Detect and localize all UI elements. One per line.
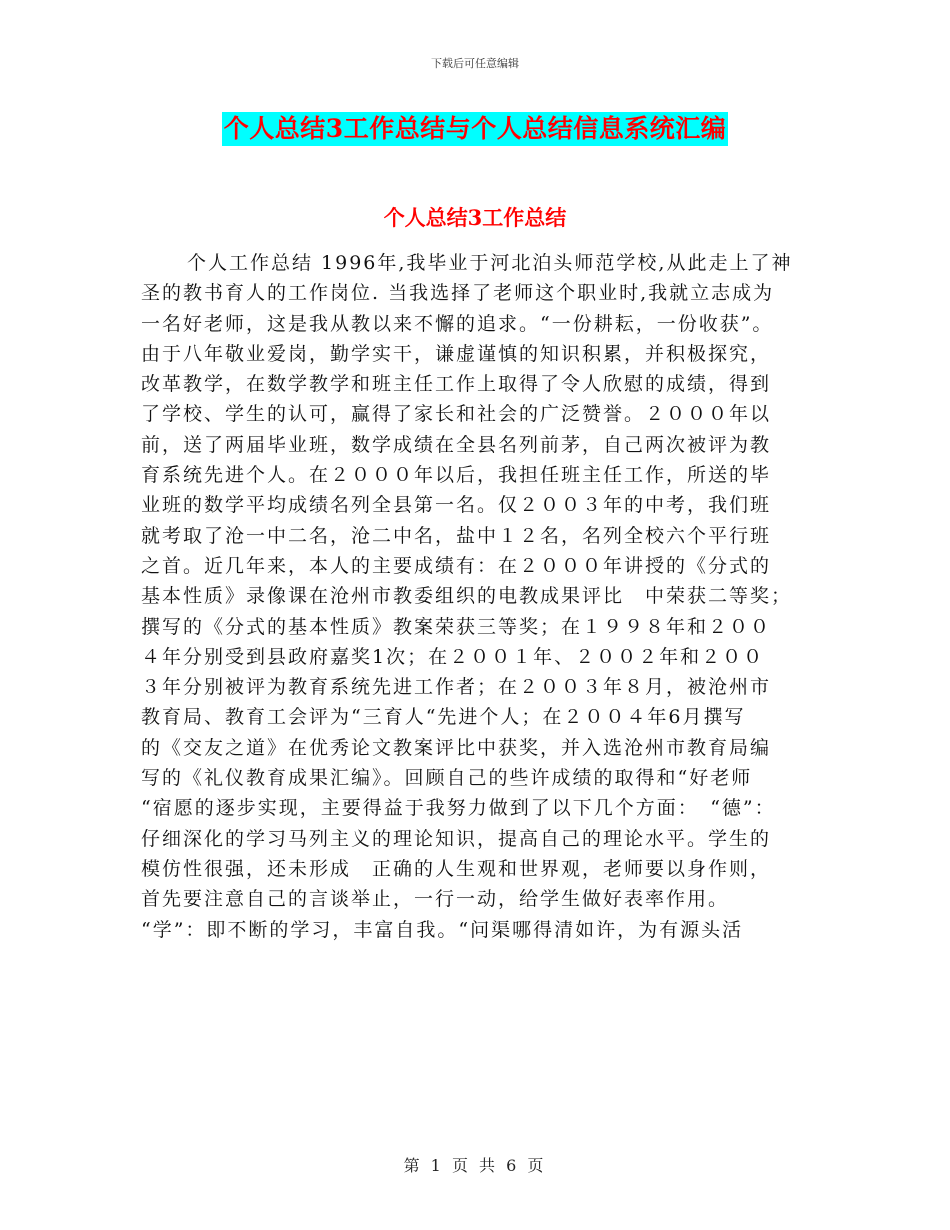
body-line: 前，送了两届毕业班，数学成绩在全县名列前茅，自己两次被评为教 [141,433,772,456]
document-title-container [0,112,950,146]
body-line: 写的《礼仪教育成果汇编》。回顾自己的些许成绩的取得和“好老师 [141,767,753,790]
body-line: 了学校、学生的认可，赢得了家长和社会的广泛赞誉。２０００年以 [141,403,772,426]
body-line: 业班的数学平均成绩名列全县第一名。仅２００３年的中考，我们班 [141,494,772,517]
body-line: 圣的教书育人的工作岗位. 当我选择了老师这个职业时,我就立志成为 [141,282,775,305]
body-line: 教育局、教育工会评为“三育人“先进个人；在２００４年6月撰写 [141,706,746,729]
body-line: 一名好老师，这是我从教以来不懈的追求。“一份耕耘，一份收获”。 [141,312,774,335]
body-line: 模仿性很强，还未形成 正确的人生观和世界观，老师要以身作则， [141,857,772,880]
body-line: ３年分别被评为教育系统先进工作者；在２００３年８月，被沧州市 [141,676,772,699]
page-number-footer: 第 1 页 共 6 页 [403,1156,547,1175]
body-line: 撰写的《分式的基本性质》教案荣获三等奖；在１９９８年和２００ [141,615,772,638]
body-line: 之首。近几年来，本人的主要成绩有：在２０００年讲授的《分式的 [141,554,772,577]
page-header-note: 下载后可任意编辑 [431,57,519,70]
document-title: 个人总结3工作总结与个人总结信息系统汇编 [222,112,728,146]
body-line: ４年分别受到县政府嘉奖1次；在２００１年、２００２年和２００ [141,645,765,668]
body-line: 就考取了沧一中二名，沧二中名，盐中１２名，名列全校六个平行班 [141,524,772,547]
document-body [141,248,821,945]
section-title: 个人总结3工作总结 [383,205,567,230]
body-line: 育系统先进个人。在２０００年以后，我担任班主任工作，所送的毕 [141,464,772,487]
body-line: 个人工作总结 1996年,我毕业于河北泊头师范学校,从此走上了神 [187,252,793,274]
body-line: 首先要注意自己的言谈举止，一行一动，给学生做好表率作用。 [141,888,730,911]
body-line: 由于八年敬业爱岗，勤学实干，谦虚谨慎的知识积累，并积极探究， [141,342,772,365]
body-line: “学”：即不断的学习，丰富自我。“问渠哪得清如许，为有源头活 [141,918,744,941]
body-line: 的《交友之道》在优秀论文教案评比中获奖，并入选沧州市教育局编 [141,736,772,759]
body-line: “宿愿的逐步实现，主要得益于我努力做到了以下几个方面： “德”： [141,797,776,820]
body-line: 仔细深化的学习马列主义的理论知识，提高自己的理论水平。学生的 [141,827,772,850]
body-line: 基本性质》录像课在沧州市教委组织的电教成果评比 中荣获二等奖； [141,585,793,608]
body-line: 改革教学，在数学教学和班主任工作上取得了令人欣慰的成绩，得到 [141,373,772,396]
